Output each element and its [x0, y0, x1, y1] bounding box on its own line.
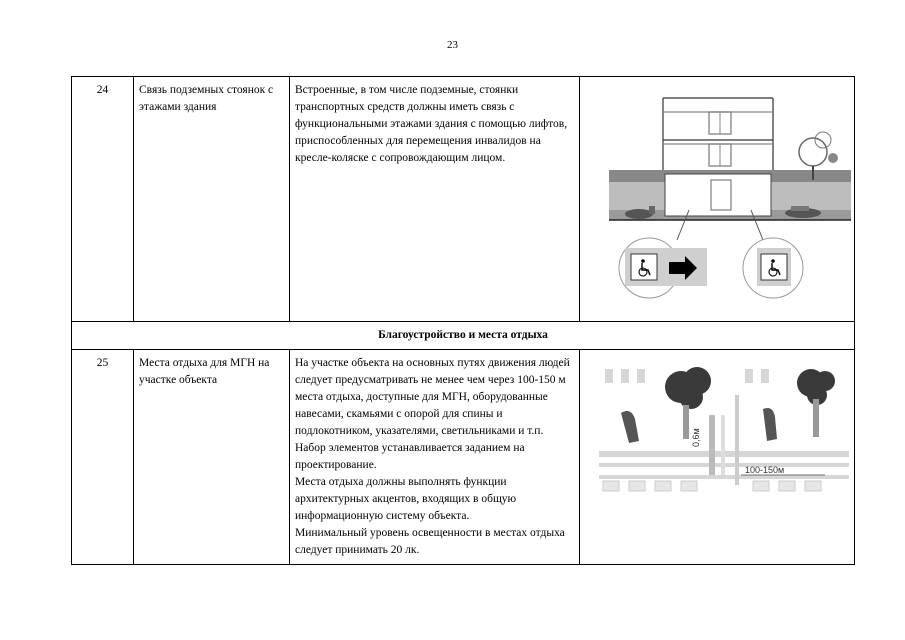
section-row	[72, 322, 855, 350]
parking-section-drawing	[585, 82, 851, 304]
section-title: Благоустройство и места отдыха	[72, 322, 855, 350]
parking-elevator-figure	[580, 77, 855, 322]
row-title: Места отдыха для МГН на участке объекта	[134, 350, 290, 565]
description-line: Встроенные, в том числе подземные, стоянки транспортных средств должны иметь связь с функциональными этажами здания с помощью лифтов,	[295, 84, 568, 130]
width-label: 0,6м	[691, 428, 701, 447]
row-number: 25	[72, 350, 134, 565]
description-line: Места отдыха должны выполнять функции архитектурных акцентов, входящих в общую информационную систему объекта.	[295, 476, 517, 522]
distance-label: 100-150м	[745, 465, 785, 475]
row-title: Связь подземных стоянок с этажами здания	[134, 77, 290, 322]
row-number: 24	[72, 77, 134, 322]
tree-icon	[665, 367, 711, 409]
rest-area-figure	[580, 350, 855, 565]
row-description	[290, 350, 580, 565]
row-description	[290, 77, 580, 322]
description-line: На участке объекта на основных путях движения людей следует предусматривать не менее чем через 100-150 м места отдыха, доступные для МГН, оборудованные навесами, скамьями с опорой для спины и подлокотником, указателями, светильниками и т.п. Набор элементов устанавливается заданием на проектирование.	[295, 357, 570, 471]
table-row	[72, 350, 855, 565]
rest-area-drawing	[585, 355, 851, 505]
table-row	[72, 77, 855, 322]
page-number: 23	[447, 39, 458, 51]
requirements-table	[71, 76, 855, 565]
description-line: Минимальный уровень освещенности в местах отдыха следует принимать 20 лк.	[295, 527, 565, 556]
description-line: приспособленных для перемещения инвалидов на кресле-коляске с сопровождающим лицом.	[295, 135, 541, 164]
